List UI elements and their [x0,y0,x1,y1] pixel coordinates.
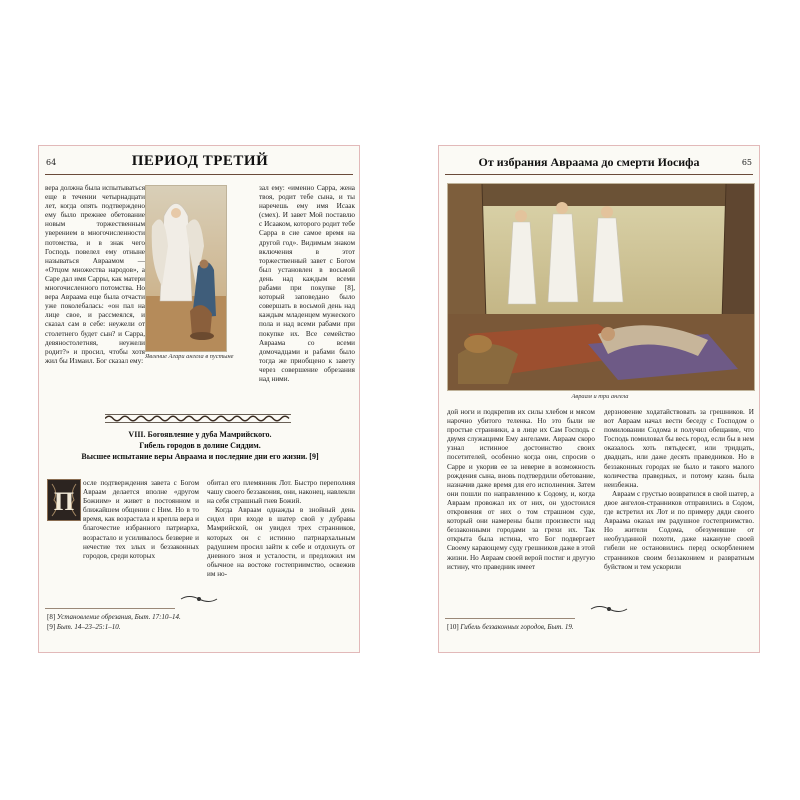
footnote: [10] Гибель беззаконных городов, Быт. 19. [447,623,574,631]
text-column-a-top [45,184,145,402]
footnote: [8] Установление обрезания, Быт. 17:10–14. [47,613,181,621]
paragraph: дерзновение ходатайствовать за грешников. И вот Авраам начал вести беседу с Господом о помиловании Содома и получил обещание, что Господь помиловал бы весь город, если бы в нем оказалось хоть пятьдесят, или тридцать, двадцать, или даже десять праведников. Но в беззаконных городах не было и такого малого количества праведных, и потому казнь была неизбежна. [604,408,754,489]
paragraph: осле подтверждения завета с Богом Авраам делается вполне «другом Божиим» и живет в постоянном и ближайшем общении с Ним. Но в то время, как возрастала и крепла вера и благочестие избранного патриарха, возрастало и усиливалось безверие и нечестие тех злых и беззаконных городов, среди которых [83,479,199,560]
running-title-right: От избрания Авраама до смерти Иосифа [478,155,700,169]
footnote: [9] Быт. 14–23–25:1–10. [47,623,121,631]
footnotes-left [47,612,347,632]
heading-line: VIII. Богоявление у дуба Мамрийского. [128,430,272,439]
paragraph: обитал его племянник Лот. Быстро переполняя чашу своего беззакония, они, наконец, навлекли на себя страшный гнев Божий. [207,479,355,506]
right-page [438,145,760,653]
paragraph: зал ему: «именно Сарра, жена твоя, родит тебе сына, и ты наречешь ему имя Исаак (смех). И завет Мой поставлю с Исааком, которого родит тебе Сарра в сие самое время на другой год». Видимым знаком включения в этот торжественный завет с Богом был установлен в восьмой день над каждым всеми рабами при покупке [8], который заповедано было совершать в восьмой день над каждым младенцем мужеского пола и над всеми рабами при покупке их. Все семейство Авраама со всеми домочадцами и рабами было тогда же приобщено к завету через совершение обрезания над ними. [259,184,355,383]
fleuron-ornament [179,594,219,607]
svg-text:П: П [53,487,75,516]
heading-line: Высшее испытание веры Авраама и последние дни его жизни. [9] [81,452,319,461]
figure-hagar-illustration [146,186,226,351]
page-number-right: 65 [741,158,752,167]
footnote-rule-right [445,618,575,619]
paragraph: Когда Авраам однажды в знойный день сидел при входе в шатер свой у дубравы Мамрийской, он увидел трех странников, которых он с истинно патриархальным радушием просил зайти к себе и отдохнуть от дневного зноя и усталости, и предложил им обычное на востоке гостеприимство, освежив им но- [207,506,355,578]
text-column-a [447,408,595,596]
paragraph: вера должна была испытываться еще в течении четырнадцати лет, когда опять подтверждено ему было прежнее обетование новым торжественным уверением в многочисленности потомства, и в знак чего Господь повелел ему отныне называться Авраамом — «Отцом множества народов», а Саре дал имя Сарры, как матери многочисленного потомства. Но вера Авраама еще была отчасти уже поколебалась: «он пал на лице свое, и рассмеялся, и сказал сам в себе: неужели от столетнего будет сын? и Сарра, девяностолетняя, неужели родит?» и просил, чтобы хотя жил бы Измаил. Бог сказал ему: [45,184,145,365]
figure-abraham-three-angels [447,183,755,391]
drop-cap-ornament [48,480,80,520]
text-column-b-top [259,184,355,402]
fleuron-ornament-right [589,604,629,617]
text-column-a-bottom [83,479,199,591]
header-rule-right [445,174,753,175]
drop-cap [47,479,81,521]
figure-caption-left: Явление Агари ангела в пустыне [145,353,234,360]
text-column-b [604,408,754,602]
heading-line: Гибель городов в долине Сиддим. [139,441,261,450]
figure-caption-right: Авраам и три ангела [571,393,629,400]
ornament-band [105,414,291,423]
left-page [38,145,360,653]
footnotes-right [447,622,747,632]
header-rule-left [45,174,353,175]
paragraph: Авраам с грустью возвратился в свой шатер, а двое ангелов-странников отправились в Содом, где встретил их Лот и по примеру дяди своего Авраама оказал им радушное гостеприимство. Но жители Содома, обезумевшие от необузданной похоти, даже накануне своей гибели не остановились перед оскорблением странников своим беззаконием и развратным буйством и тем ускорили [604,489,754,571]
text-column-b-bottom [207,479,355,591]
figure-hagar-angel [145,185,227,352]
fleuron-icon [589,604,629,614]
figure-abraham-illustration [448,184,754,390]
section-heading [47,429,353,462]
footnote-rule-left [45,608,175,609]
running-title-left: ПЕРИОД ТРЕТИЙ [131,153,269,169]
paragraph: дой ноги и подкрепив их силы хлебом и мясом нарочно убитого теленка. Но это были не простые странники, а в лице их Сам Господь с двумя служащими Ему ангелами. Авраам скоро узнал истинное достоинство своих посетителей, особенно когда они, спросив о Сарре и укорив ее за неверие в возможность рождения сына, вновь подтвердили обетование, назначив даже время для его исполнения. Затем они пошли по направлению к Содому, и, когда Авраам провожал их от них, он удостоился откровения от них о том страшном суде, который они намерены были произвести над беззаконными городами за грехи их. Так открыта была истина, что Бог подвергает Своему карающему суду грешников даже в этой жизни. Но Авраам своей верой постиг и другую истину, что праведник имеет [447,408,595,571]
fleuron-icon [179,594,219,604]
page-number-left: 64 [46,158,57,167]
